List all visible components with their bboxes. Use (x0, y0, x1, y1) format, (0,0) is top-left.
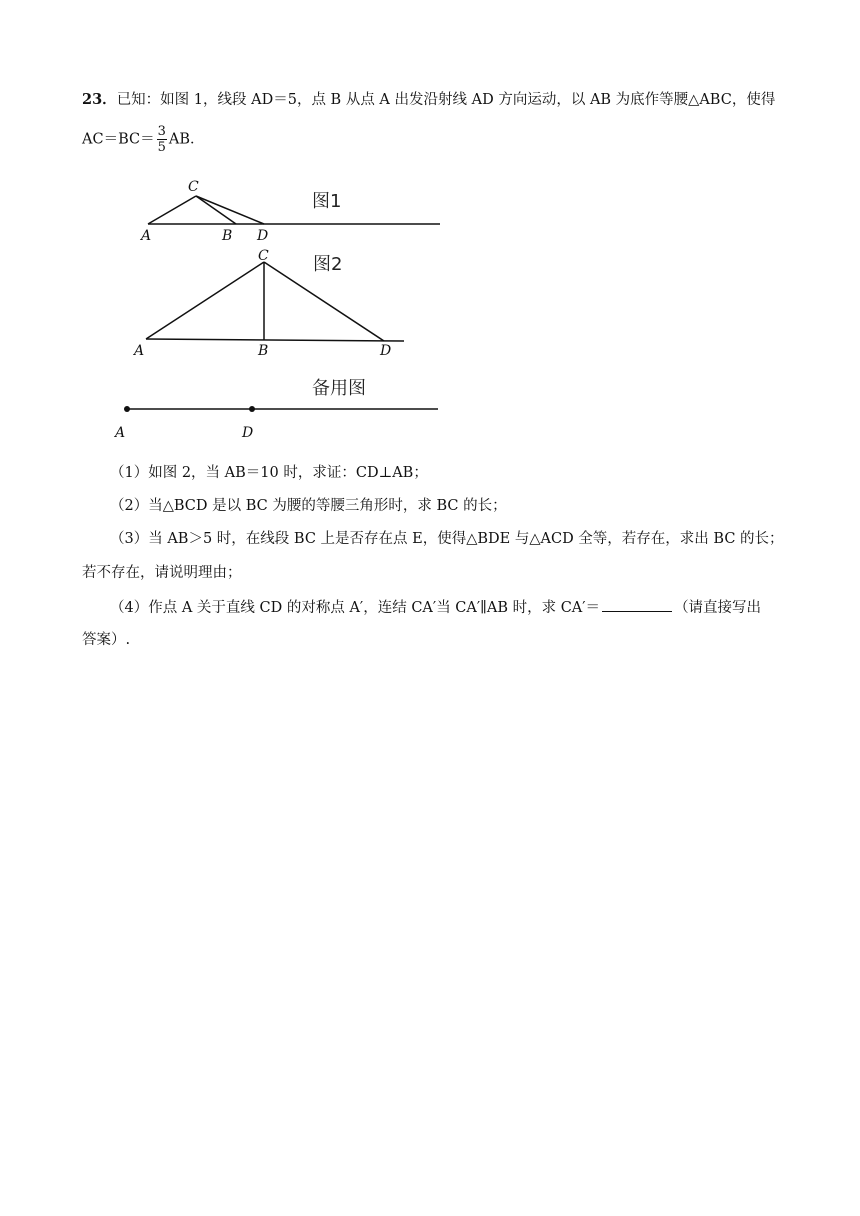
fig2-title: 图2 (313, 254, 343, 275)
fig3-label-a: A (115, 425, 126, 441)
fig1-label-b: B (222, 228, 233, 244)
intro-text-2-prefix: AC＝BC＝ (82, 131, 155, 148)
question-4-text: （4）作点 A 关于直线 CD 的对称点 A′，连结 CA′当 CA′∥AB 时，求 CA′＝ (110, 600, 601, 616)
question-3-continued: 若不存在，请说明理由； (82, 565, 242, 581)
fig2-label-a: A (134, 343, 145, 359)
fig1-title: 图1 (312, 191, 342, 212)
fig1-label-d: D (257, 228, 269, 244)
problem-number: 23． (82, 91, 117, 108)
intro-text-1: 已知：如图 1，线段 AD＝5，点 B 从点 A 出发沿射线 AD 方向运动，以 AB 为底作等腰△ABC，使得 (116, 92, 776, 108)
intro-text-2-suffix: AB． (168, 131, 205, 148)
fig2-label-b: B (258, 343, 269, 359)
fig3-point-d (249, 406, 255, 412)
question-4 (110, 597, 761, 618)
fig2-segment-ac (146, 262, 264, 339)
question-4-note: （请直接写出 (674, 600, 762, 616)
figures-diagram (0, 0, 860, 460)
figure-spare (113, 378, 438, 441)
fig1-label-c: C (188, 179, 199, 195)
fig3-label-d: D (242, 425, 254, 441)
figure-2 (132, 248, 404, 359)
fig3-point-a (124, 406, 130, 412)
fig2-line-ad (146, 339, 404, 341)
fig1-label-a: A (141, 228, 152, 244)
fraction-numerator: 3 (157, 124, 166, 139)
answer-blank (602, 597, 672, 612)
fig2-label-d: D (380, 343, 392, 359)
question-3: （3）当 AB＞5 时，在线段 BC 上是否存在点 E，使得△BDE 与△ACD 全等，若存在，求出 BC 的长； (110, 531, 784, 547)
fig3-title: 备用图 (312, 378, 366, 399)
question-4-continued: 答案）. (82, 632, 131, 648)
figure-1 (139, 179, 440, 244)
fig2-label-c: C (258, 248, 269, 264)
question-2: （2）当△BCD 是以 BC 为腰的等腰三角形时，求 BC 的长； (110, 498, 507, 514)
fraction-denominator: 5 (157, 140, 166, 155)
fig1-segment-ac (148, 196, 196, 224)
question-1: （1）如图 2，当 AB＝10 时，求证：CD⊥AB； (110, 465, 428, 481)
